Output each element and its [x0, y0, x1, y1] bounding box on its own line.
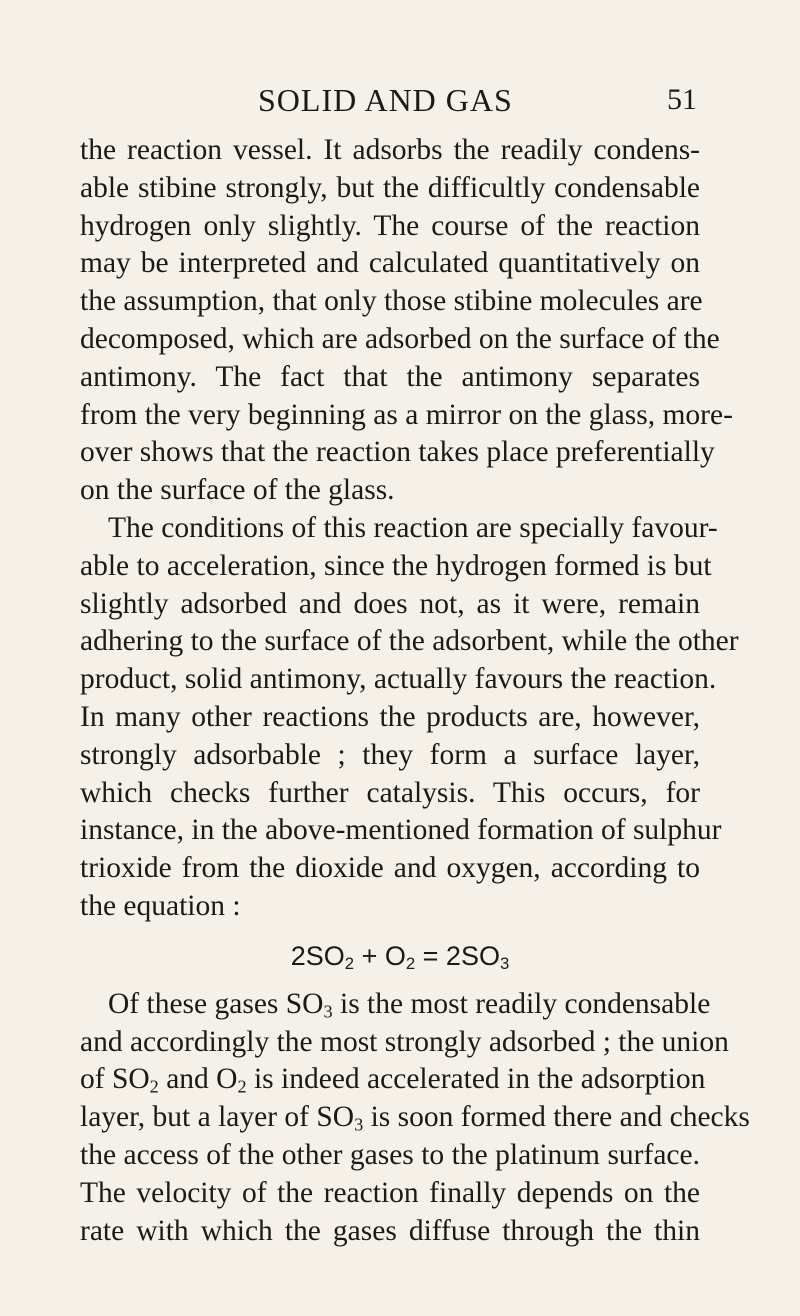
equation-term: + O	[354, 940, 406, 971]
text-line: the access of the other gases to the platinum surface.	[80, 1138, 700, 1171]
text-line: antimony. The fact that the antimony separates	[80, 360, 700, 393]
text-run: of SO	[80, 1063, 150, 1096]
text-line: strongly adsorbable ; they form a surface layer,	[80, 738, 700, 771]
text-line: rate with which the gases diffuse through the thin	[80, 1214, 700, 1247]
subscript: 2	[149, 1076, 159, 1097]
text-run: and O	[158, 1063, 238, 1096]
text-line: may be interpreted and calculated quantitatively on	[80, 247, 700, 280]
subscript: 3	[354, 1114, 364, 1135]
text-line	[80, 1061, 706, 1099]
text-line: hydrogen only slightly. The course of the reaction	[80, 209, 700, 242]
subscript: 2	[405, 953, 416, 973]
text-line: the reaction vessel. It adsorbs the readily condens-	[80, 134, 700, 166]
subscript: 3	[499, 953, 510, 973]
text-line	[80, 986, 711, 1024]
page-number: 51	[667, 83, 697, 116]
text-run: is soon formed there and checks	[363, 1101, 750, 1134]
paragraph	[80, 132, 733, 510]
text-line: the assumption, that only those stibine molecules are	[80, 285, 703, 318]
text-line: on the surface of the glass.	[80, 474, 395, 507]
text-line: trioxide from the dioxide and oxygen, according to	[80, 852, 700, 885]
text-line: able stibine strongly, but the difficultly condensable	[80, 171, 700, 204]
text-line: the equation :	[80, 889, 241, 922]
text-line: The velocity of the reaction finally depends on the	[80, 1176, 700, 1209]
text-run: Of these gases SO	[108, 987, 324, 1020]
text-run: layer, but a layer of SO	[80, 1101, 355, 1134]
paragraph	[80, 986, 750, 1251]
page-header	[0, 80, 800, 120]
text-line: and accordingly the most strongly adsorbed ; the union	[80, 1025, 729, 1058]
text-run: is indeed accelerated in the adsorption	[246, 1063, 706, 1096]
text-line: In many other reactions the products are, however,	[80, 700, 700, 733]
text-line: from the very beginning as a mirror on the glass, more-	[80, 398, 733, 431]
subscript: 2	[237, 1076, 247, 1097]
text-line: product, solid antimony, actually favours the reaction.	[80, 663, 717, 696]
text-line: which checks further catalysis. This occurs, for	[80, 776, 700, 809]
subscript: 3	[323, 1001, 333, 1022]
text-line: able to acceleration, since the hydrogen formed is but	[80, 549, 712, 582]
equation-term: 2SO	[290, 940, 345, 971]
running-title: SOLID AND GAS	[258, 82, 513, 118]
text-run: is the most readily condensable	[332, 987, 711, 1020]
equation-term: = 2SO	[415, 940, 500, 971]
chemical-equation	[80, 926, 700, 986]
subscript: 2	[344, 953, 355, 973]
text-line: over shows that the reaction takes place preferentially	[80, 436, 715, 469]
text-line: decomposed, which are adsorbed on the surface of the	[80, 322, 720, 355]
body-text	[80, 132, 750, 1250]
text-line	[80, 1099, 750, 1137]
text-line: adhering to the surface of the adsorbent, while the other	[80, 625, 739, 658]
text-line: instance, in the above-mentioned formation of sulphur	[80, 814, 722, 847]
text-line: The conditions of this reaction are specially favour-	[108, 511, 718, 544]
text-line: slightly adsorbed and does not, as it were, remain	[80, 587, 700, 620]
paragraph	[80, 510, 739, 926]
